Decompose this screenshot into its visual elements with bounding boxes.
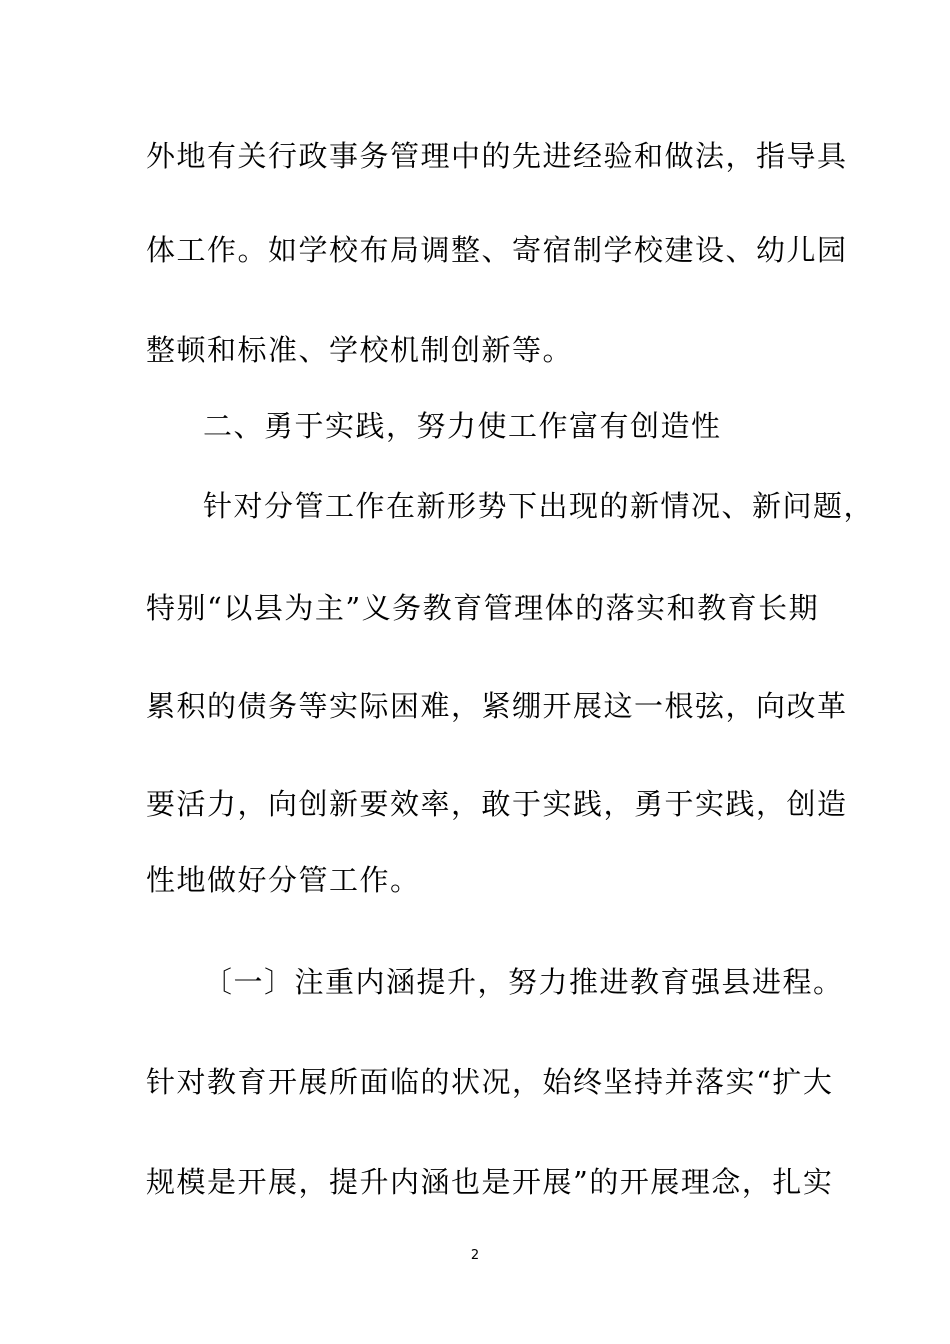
section-heading: 二、勇于实践，努力使工作富有创造性 <box>203 409 722 443</box>
text-line: 性地做好分管工作。 <box>146 863 421 897</box>
text-line: 要活力，向创新要效率，敢于实践，勇于实践，创造 <box>146 787 848 821</box>
text-line: 规模是开展，提升内涵也是开展”的开展理念，扎实 <box>146 1165 834 1199</box>
text-line: 体工作。如学校布局调整、寄宿制学校建设、幼儿园 <box>146 233 848 267</box>
text-line: 特别“以县为主”义务教育管理体的落实和教育长期 <box>146 591 820 625</box>
page-number: 2 <box>470 1248 480 1263</box>
text-line: 针对分管工作在新形势下出现的新情况、新问题， <box>203 489 875 523</box>
text-line: 整顿和标准、学校机制创新等。 <box>146 333 574 367</box>
text-line: 外地有关行政事务管理中的先进经验和做法，指导具 <box>146 139 848 173</box>
text-line: 累积的债务等实际困难，紧绷开展这一根弦，向改革 <box>146 689 848 723</box>
subsection-heading: 〔一〕注重内涵提升，努力推进教育强县进程。 <box>203 965 844 999</box>
text-line: 针对教育开展所面临的状况，始终坚持并落实“扩大 <box>146 1065 834 1099</box>
